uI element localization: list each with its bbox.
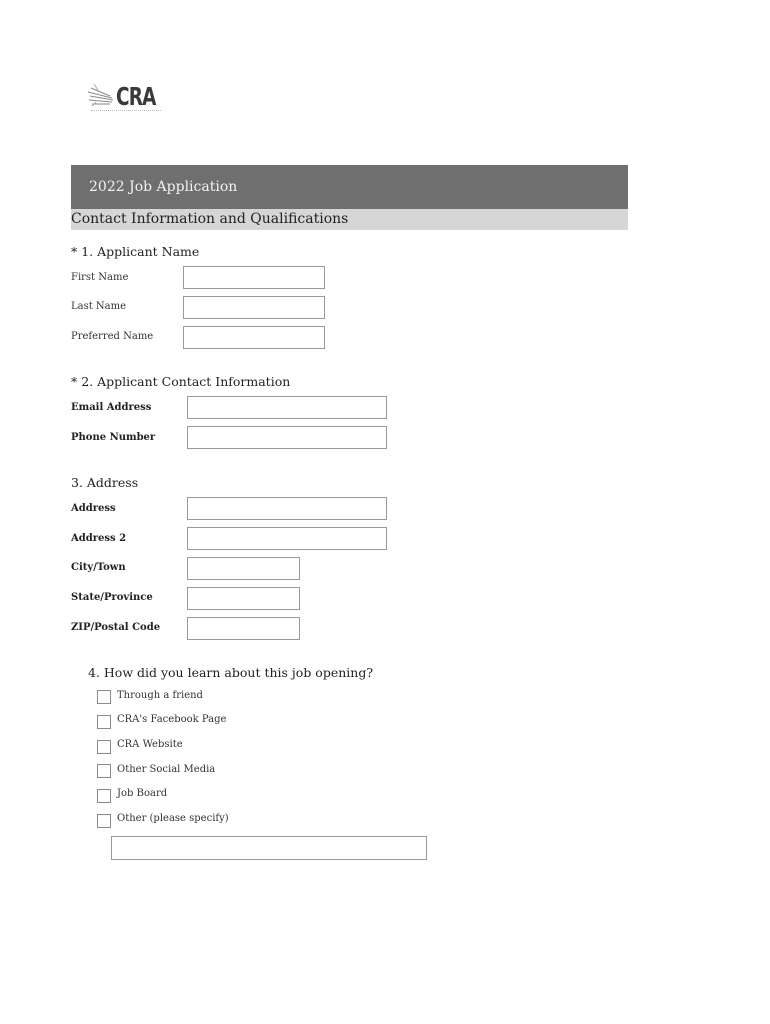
zip-input[interactable] [187,617,300,640]
option-facebook: CRA's Facebook Page [117,714,227,725]
option-cra-website: CRA Website [117,739,183,750]
form-title: 2022 Job Application [71,165,628,209]
address-label: Address [71,503,116,514]
state-input[interactable] [187,587,300,610]
phone-input[interactable] [187,426,387,449]
logo-text: CRA [116,82,156,111]
option-job-board: Job Board [117,788,168,799]
first-name-label: First Name [71,272,129,283]
cra-logo [86,80,166,120]
email-label: Email Address [71,402,152,413]
cra-logo-icon [86,80,116,112]
preferred-name-label: Preferred Name [71,331,154,342]
checkbox-social-media[interactable] [97,764,111,778]
preferred-name-input[interactable] [183,326,325,349]
address2-input[interactable] [187,527,387,550]
other-specify-input[interactable] [111,836,427,860]
option-through-friend: Through a friend [117,690,203,701]
city-label: City/Town [71,562,126,573]
option-social-media: Other Social Media [117,764,216,775]
state-label: State/Province [71,592,153,603]
question-job-source: 4. How did you learn about this job opening? [88,665,374,680]
checkbox-cra-website[interactable] [97,740,111,754]
checkbox-other[interactable] [97,814,111,828]
email-input[interactable] [187,396,387,419]
section-title: Contact Information and Qualifications [71,209,628,230]
city-input[interactable] [187,557,300,580]
option-other: Other (please specify) [117,813,229,824]
question-applicant-name: * 1. Applicant Name [71,244,200,259]
logo-tagline [91,110,161,113]
question-address: 3. Address [71,475,139,490]
phone-label: Phone Number [71,432,156,443]
checkbox-facebook[interactable] [97,715,111,729]
checkbox-job-board[interactable] [97,789,111,803]
address-input[interactable] [187,497,387,520]
address2-label: Address 2 [71,533,127,544]
last-name-input[interactable] [183,296,325,319]
first-name-input[interactable] [183,266,325,289]
checkbox-through-friend[interactable] [97,690,111,704]
question-contact-info: * 2. Applicant Contact Information [71,374,291,389]
last-name-label: Last Name [71,301,127,312]
zip-label: ZIP/Postal Code [71,622,161,633]
